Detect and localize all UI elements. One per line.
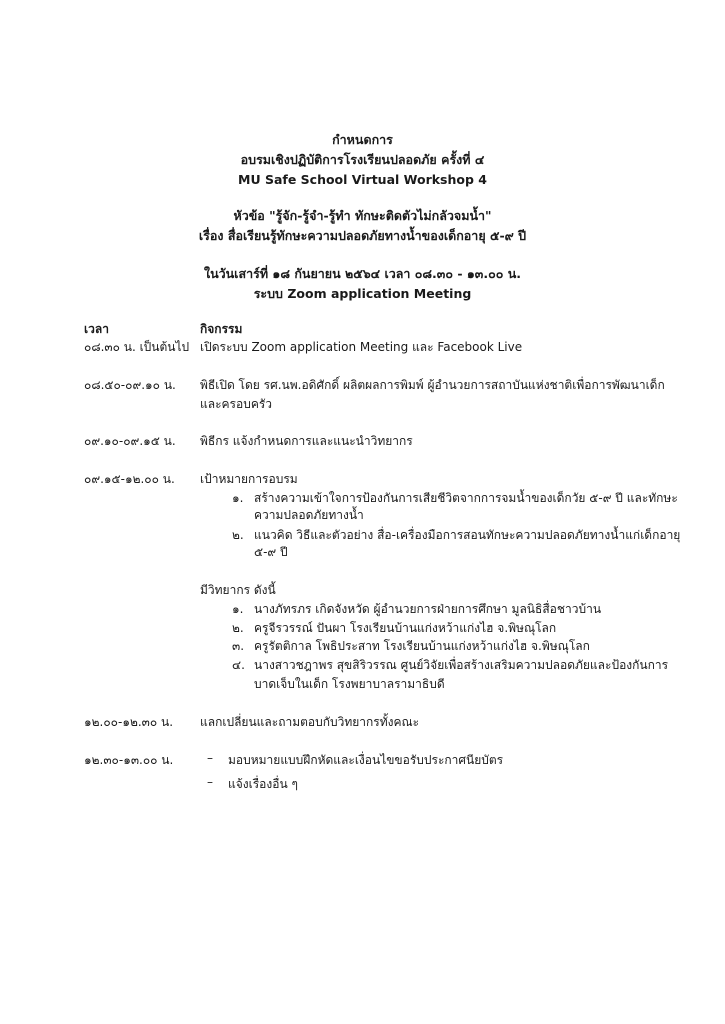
speaker-text: ครูรัตติกาล โพธิประสาท โรงเรียนบ้านแก่งหว้าแก่งไฮ จ.พิษณุโลก — [254, 639, 590, 653]
topic-block — [0, 206, 725, 246]
goal-text-cont: ๕-๙ ปี — [254, 545, 288, 559]
header-line-3: MU Safe School Virtual Workshop 4 — [238, 172, 487, 187]
closing-item: แจ้งเรื่องอื่น ๆ — [228, 777, 298, 791]
schedule-activity: เปิดระบบ Zoom application Meeting และ Facebook Live — [200, 340, 523, 354]
column-header-activity: กิจกรรม — [200, 322, 243, 336]
speaker-text-cont: บาดเจ็บในเด็ก โรงพยาบาลรามาธิบดี — [254, 677, 445, 691]
speaker-number: ๒. — [232, 621, 244, 635]
header-line-2: อบรมเชิงปฏิบัติการโรงเรียนปลอดภัย ครั้งที่ ๔ — [240, 152, 485, 167]
goals-title: เป้าหมายการอบรม — [200, 472, 298, 486]
dash-bullet: – — [207, 775, 213, 789]
schedule-time: ๐๘.๓๐ น. เป็นต้นไป — [84, 340, 190, 354]
speaker-text: ครูจีรวรรณ์ ปันผา โรงเรียนบ้านแก่งหว้าแก่งไฮ จ.พิษณุโลก — [254, 621, 557, 635]
schedule-activity: พิธีเปิด โดย รศ.นพ.อดิศักดิ์ ผลิตผลการพิมพ์ ผู้อำนวยการสถาบันแห่งชาติเพื่อการพัฒนาเด็ก — [200, 378, 665, 392]
schedule-activity: แลกเปลี่ยนและถามตอบกับวิทยากรทั้งคณะ — [200, 715, 420, 729]
schedule-time: ๑๒.๐๐-๑๒.๓๐ น. — [84, 715, 174, 729]
subject-line: เรื่อง สื่อเรียนรู้ทักษะความปลอดภัยทางน้ำของเด็กอายุ ๕-๙ ปี — [198, 228, 527, 243]
speaker-number: ๑. — [232, 602, 244, 616]
date-line: ในวันเสาร์ที่ ๑๘ กันยายน ๒๕๖๔ เวลา ๐๘.๓๐ - ๑๓.๐๐ น. — [203, 266, 522, 281]
schedule-time: ๐๙.๑๐-๐๙.๑๕ น. — [84, 434, 176, 448]
speakers-title: มีวิทยากร ดังนี้ — [200, 583, 276, 597]
goal-number: ๑. — [232, 491, 244, 505]
speaker-text: นางภัทรภร เกิดจังหวัด ผู้อำนวยการฝ่ายการศึกษา มูลนิธิสื่อชาวบ้าน — [254, 602, 602, 616]
goal-text: สร้างความเข้าใจการป้องกันการเสียชีวิตจากการจมน้ำของเด็กวัย ๕-๙ ปี และทักษะ — [254, 491, 678, 505]
schedule-time: ๑๒.๓๐-๑๓.๐๐ น. — [84, 753, 174, 767]
speaker-number: ๔. — [232, 658, 245, 672]
speaker-text: นางสาวชฎาพร สุขสิริวรรณ ศูนย์วิจัยเพื่อสร้างเสริมความปลอดภัยและป้องกันการ — [254, 658, 669, 672]
schedule-activity-cont: และครอบครัว — [200, 397, 273, 411]
system-line: ระบบ Zoom application Meeting — [253, 286, 472, 301]
header-line-1: กำหนดการ — [332, 132, 393, 147]
topic-line: หัวข้อ "รู้จัก-รู้จำ-รู้ทำ ทักษะติดตัวไม่กลัวจมน้ำ" — [233, 208, 492, 223]
goal-number: ๒. — [232, 528, 244, 542]
closing-item: มอบหมายแบบฝึกหัดและเงื่อนไขขอรับประกาศนียบัตร — [228, 753, 504, 767]
schedule-activity: พิธีกร แจ้งกำหนดการและแนะนำวิทยากร — [200, 434, 413, 448]
date-block — [0, 264, 725, 304]
goal-text-cont: ความปลอดภัยทางน้ำ — [254, 508, 364, 522]
document-header — [0, 130, 725, 190]
schedule-time: ๐๙.๑๕-๑๒.๐๐ น. — [84, 472, 175, 486]
schedule-time: ๐๘.๕๐-๐๙.๑๐ น. — [84, 378, 176, 392]
goal-text: แนวคิด วิธีและตัวอย่าง สื่อ-เครื่องมือการสอนทักษะความปลอดภัยทางน้ำแก่เด็กอายุ — [254, 528, 681, 542]
column-header-time: เวลา — [84, 322, 109, 336]
speaker-number: ๓. — [232, 639, 245, 653]
dash-bullet: – — [207, 751, 213, 765]
